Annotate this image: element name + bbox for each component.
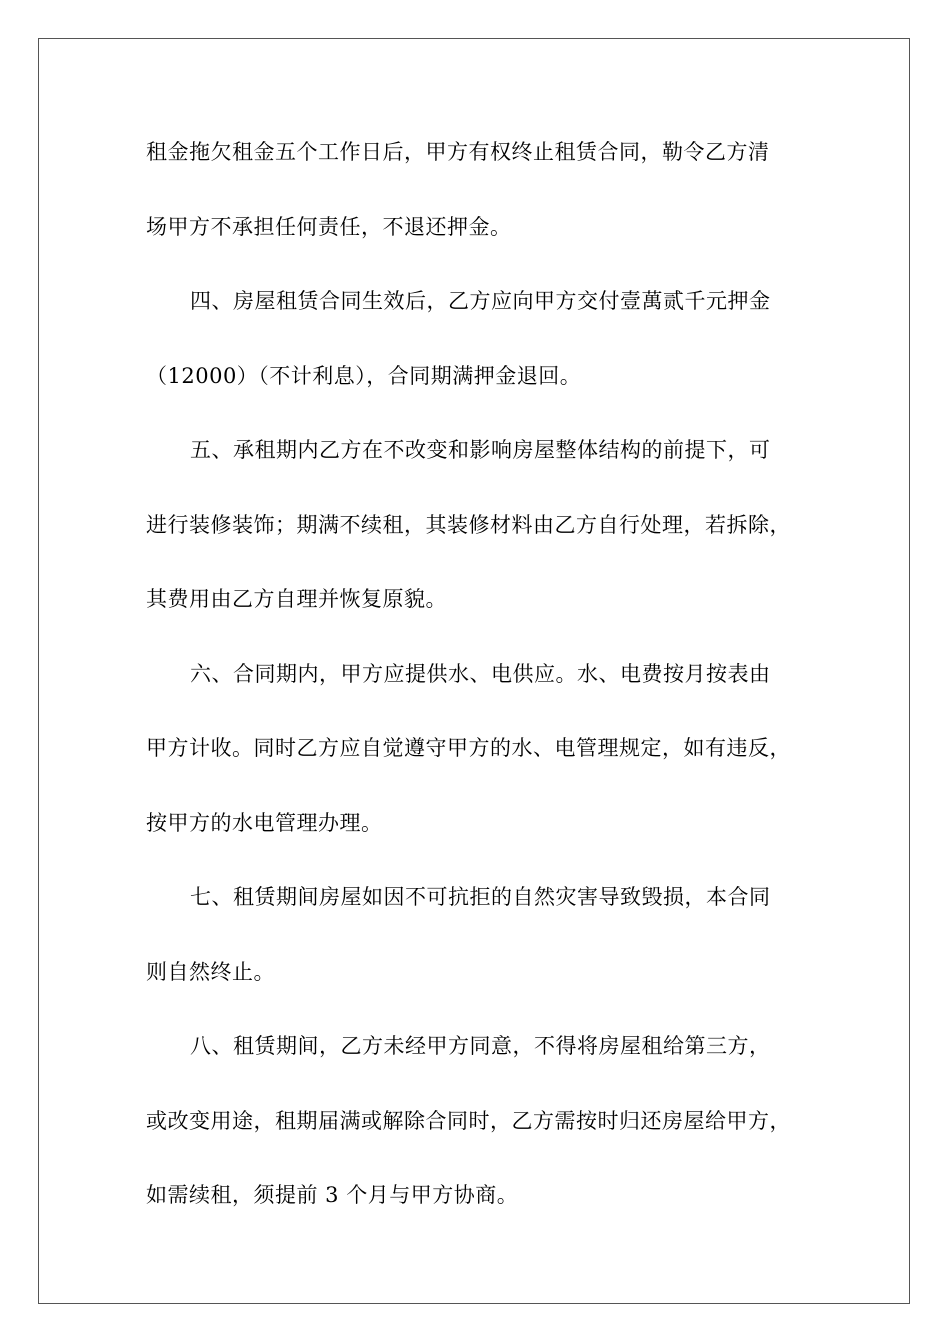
text-line: 或改变用途，租期届满或解除合同时，乙方需按时归还房屋给甲方， (146, 1108, 791, 1133)
text-line: 按甲方的水电管理办理。 (146, 810, 383, 835)
clause-7-line: 七、租赁期间房屋如因不可抗拒的自然灾害导致毁损，本合同 (190, 885, 771, 909)
text-line: 则自然终止。 (146, 959, 275, 984)
text-line: 其费用由乙方自理并恢复原貌。 (146, 587, 447, 611)
clause-4-line: 四、房屋租赁合同生效后，乙方应向甲方交付壹萬贰千元押金 (190, 289, 771, 313)
clause-5-line: 五、承租期内乙方在不改变和影响房屋整体结构的前提下，可 (190, 438, 771, 462)
text-line: 如需续租，须提前 3 个月与甲方协商。 (146, 1183, 519, 1207)
text-line: 甲方计收。同时乙方应自觉遵守甲方的水、电管理规定，如有违反， (146, 736, 791, 760)
text-line: 进行装修装饰；期满不续租，其装修材料由乙方自行处理，若拆除， (146, 512, 791, 537)
clause-6-line: 六、合同期内，甲方应提供水、电供应。水、电费按月按表由 (190, 661, 771, 686)
clause-8-line: 八、租赁期间，乙方未经甲方同意，不得将房屋租给第三方， (190, 1034, 771, 1058)
text-line: 场甲方不承担任何责任，不退还押金。 (146, 214, 512, 239)
text-line: 租金拖欠租金五个工作日后，甲方有权终止租赁合同，勒令乙方清 (146, 140, 770, 164)
text-line: （12000）（不计利息），合同期满押金退回。 (146, 363, 582, 388)
document-body (146, 130, 816, 1248)
